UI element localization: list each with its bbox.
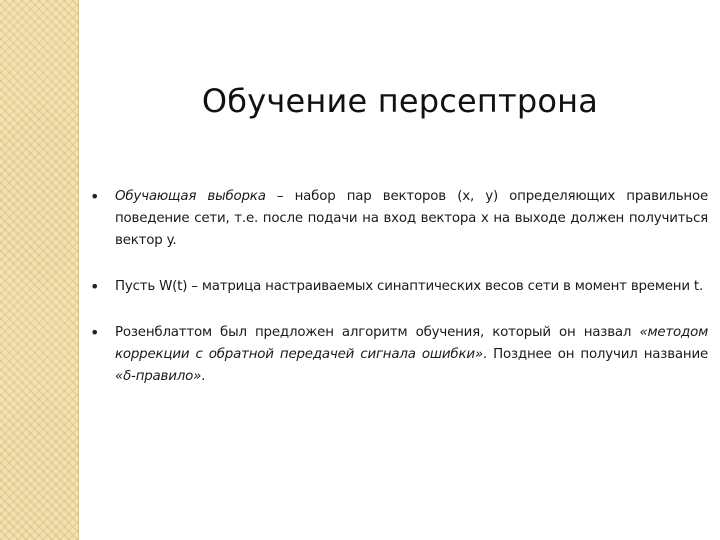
term-training-set: Обучающая выборка — [115, 189, 266, 204]
text-before: Розенблаттом был предложен алгоритм обучения, который он назвал — [115, 325, 640, 340]
decorative-side-strip — [0, 0, 79, 540]
bullet-marker: • — [90, 323, 100, 342]
rule-name: «δ-правило» — [115, 369, 202, 384]
bullet-list — [90, 186, 708, 388]
bullet-text — [115, 186, 708, 252]
bullet-text — [115, 322, 708, 388]
bullet-item-rosenblatt — [90, 322, 708, 388]
text-after: . — [201, 369, 206, 384]
bullet-text: Пусть W(t) – матрица настраиваемых синаптических весов сети в момент времени t. — [115, 279, 704, 294]
bullet-item-weight-matrix — [90, 276, 708, 298]
slide-title: Обучение персептрона — [201, 82, 599, 120]
bullet-marker: • — [90, 277, 100, 296]
text-middle: . Позднее он получил название — [482, 347, 708, 362]
method-quote: «методом коррекции с обратной передачей сигнала ошибки» — [115, 325, 708, 362]
bullet-marker: • — [90, 187, 100, 206]
bullet-item-training-set — [90, 186, 708, 252]
definition-text: – набор пар векторов (x, y) определяющих правильное поведение сети, т.е. после подачи на вход вектора x на выходе должен получиться вектор y. — [115, 189, 708, 248]
